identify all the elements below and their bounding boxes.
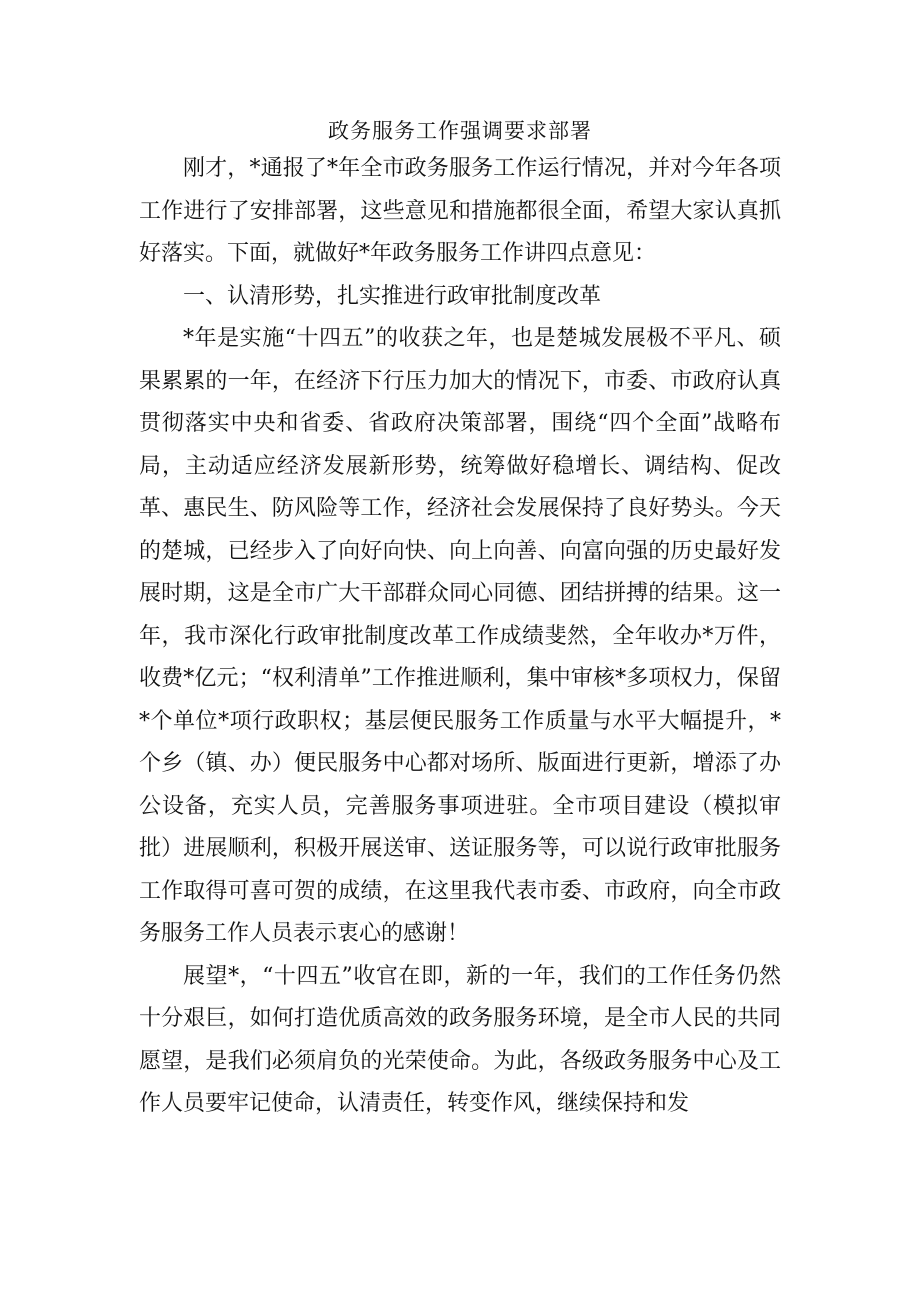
intro-paragraph: 刚才，*通报了*年全市政务服务工作运行情况，并对今年各项工作进行了安排部署，这些意见和措施都很全面，希望大家认真抓好落实。下面，就做好*年政务服务工作讲四点意见： [139, 156, 781, 266]
document-body [139, 115, 781, 1126]
section-heading: 一、认清形势，扎实推进行政审批制度改革 [183, 283, 602, 309]
body-paragraph: *年是实施“十四五”的收获之年，也是楚城发展极不平凡、硕果累累的一年，在经济下行压力加大的情况下，市委、市政府认真贯彻落实中央和省委、省政府决策部署，围绕“四个全面”战略布局，主动适应经济发展新形势，统筹做好稳增长、调结构、促改革、惠民生、防风险等工作，经济社会发展保持了良好势头。今天的楚城，已经步入了向好向快、向上向善、向富向强的历史最好发展时期，这是全市广大干部群众同心同德、团结拼搏的结果。这一年，我市深化行政审批制度改革工作成绩斐然，全年收办*万件，收费*亿元；“权利清单”工作推进顺利，集中审核*多项权力，保留*个单位*项行政职权；基层便民服务工作质量与水平大幅提升，*个乡（镇、办）便民服务中心都对场所、版面进行更新，增添了办公设备，充实人员，完善服务事项进驻。全市项目建设（模拟审批）进展顺利，积极开展送审、送证服务等，可以说行政审批服务工作取得可喜可贺的成绩，在这里我代表市委、市政府，向全市政务服务工作人员表示衷心的感谢！ [139, 326, 781, 946]
document-title: 政务服务工作强调要求部署 [328, 119, 592, 143]
body-paragraph: 展望*，“十四五”收官在即，新的一年，我们的工作任务仍然十分艰巨，如何打造优质高效的政务服务环境，是全市人民的共同愿望，是我们必须肩负的光荣使命。为此，各级政务服务中心及工作人员要牢记使命，认清责任，转变作风，继续保持和发 [139, 963, 781, 1116]
